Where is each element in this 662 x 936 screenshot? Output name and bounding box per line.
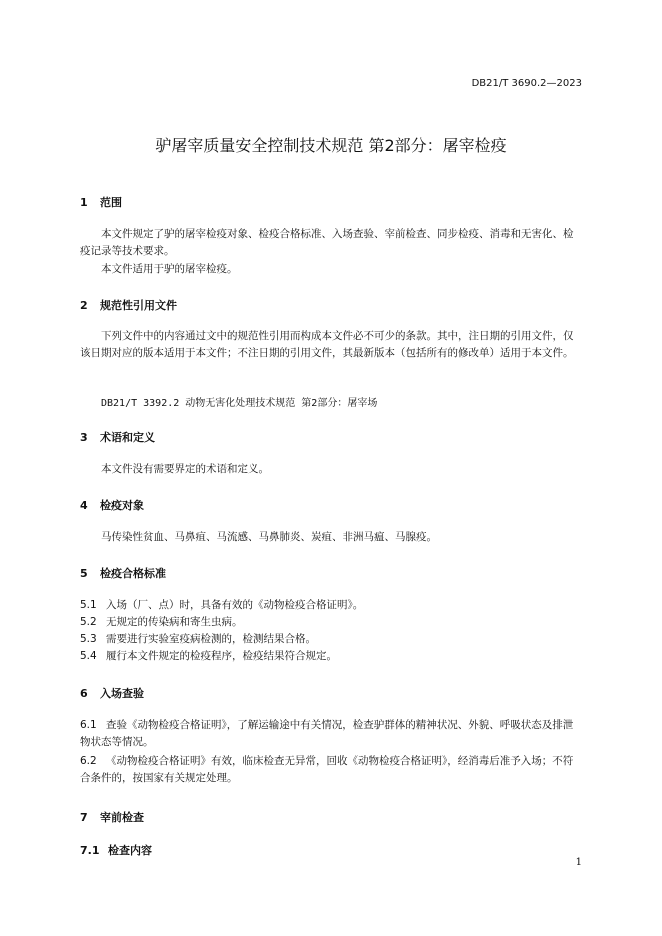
- section-2-paragraph-1: 下列文件中的内容通过文中的规范性引用而构成本文件必不可少的条款。其中，注日期的引用文件，仅该日期对应的版本适用于本文件；不注日期的引用文件，其最新版本（包括所有的修改单）适用于本文件。: [80, 330, 574, 359]
- section-number: 2: [80, 299, 88, 312]
- section-title: 术语和定义: [100, 431, 155, 444]
- clause-text: 查验《动物检疫合格证明》，了解运输途中有关情况，检查驴群体的精神状况、外貌、呼吸状态及排泄物状态等情况。: [80, 719, 574, 748]
- clause-text: 履行本文件规定的检疫程序，检疫结果符合规定。: [106, 650, 337, 662]
- section-title: 检疫对象: [100, 499, 144, 512]
- section-7-heading: [80, 809, 144, 825]
- subsection-7-1-heading: [80, 842, 152, 858]
- section-title: 规范性引用文件: [100, 299, 177, 312]
- clause-number: 5.2: [80, 616, 97, 628]
- section-number: 6: [80, 687, 88, 700]
- document-code: DB21/T 3690.2—2023: [471, 78, 582, 89]
- clause-5-3: [80, 631, 582, 648]
- section-title: 范围: [100, 196, 122, 209]
- section-title: 宰前检查: [100, 811, 144, 824]
- clause-6-1: [80, 717, 582, 751]
- section-number: 1: [80, 196, 88, 209]
- clause-6-2: [80, 753, 582, 787]
- normative-reference: DB21/T 3392.2 动物无害化处理技术规范 第2部分：屠宰场: [101, 398, 378, 409]
- section-number: 7: [80, 811, 88, 824]
- clause-text: 无规定的传染病和寄生虫病。: [106, 616, 243, 628]
- clause-5-4: [80, 648, 582, 665]
- section-5-heading: [80, 565, 166, 581]
- section-4-heading: [80, 497, 144, 513]
- section-1-paragraph-1: 本文件规定了驴的屠宰检疫对象、检疫合格标准、入场查验、宰前检查、同步检疫、消毒和无害化、检疫记录等技术要求。: [80, 228, 574, 257]
- clause-number: 6.1: [80, 719, 97, 731]
- section-title: 检疫合格标准: [100, 567, 166, 580]
- section-title: 入场查验: [100, 687, 144, 700]
- clause-number: 5.4: [80, 650, 97, 662]
- page-number: 1: [575, 857, 582, 868]
- section-3-paragraph-1: 本文件没有需要界定的术语和定义。: [101, 463, 269, 475]
- clause-text: 需要进行实验室疫病检测的，检测结果合格。: [106, 633, 316, 645]
- section-1-paragraph-2: 本文件适用于驴的屠宰检疫。: [101, 263, 238, 275]
- section-3-heading: [80, 429, 155, 445]
- clause-number: 5.3: [80, 633, 97, 645]
- clause-number: 6.2: [80, 755, 97, 767]
- clause-text: 入场（厂、点）时，具备有效的《动物检疫合格证明》。: [106, 599, 364, 611]
- page-title: 驴屠宰质量安全控制技术规范 第2部分：屠宰检疫: [155, 136, 507, 155]
- section-4-paragraph-1: 马传染性贫血、马鼻疽、马流感、马鼻肺炎、炭疽、非洲马瘟、马腺疫。: [101, 531, 437, 543]
- clause-5-2: [80, 614, 582, 631]
- clause-number: 5.1: [80, 599, 97, 611]
- subsection-title: 检查内容: [108, 844, 152, 857]
- section-number: 3: [80, 431, 88, 444]
- section-number: 5: [80, 567, 88, 580]
- clause-text: 《动物检疫合格证明》有效，临床检查无异常，回收《动物检疫合格证明》，经消毒后准予入场；不符合条件的，按国家有关规定处理。: [80, 755, 574, 784]
- section-number: 4: [80, 499, 88, 512]
- section-1-heading: [80, 194, 122, 210]
- subsection-number: 7.1: [80, 844, 100, 857]
- clause-5-1: [80, 597, 582, 614]
- section-6-heading: [80, 685, 144, 701]
- section-2-heading: [80, 297, 177, 313]
